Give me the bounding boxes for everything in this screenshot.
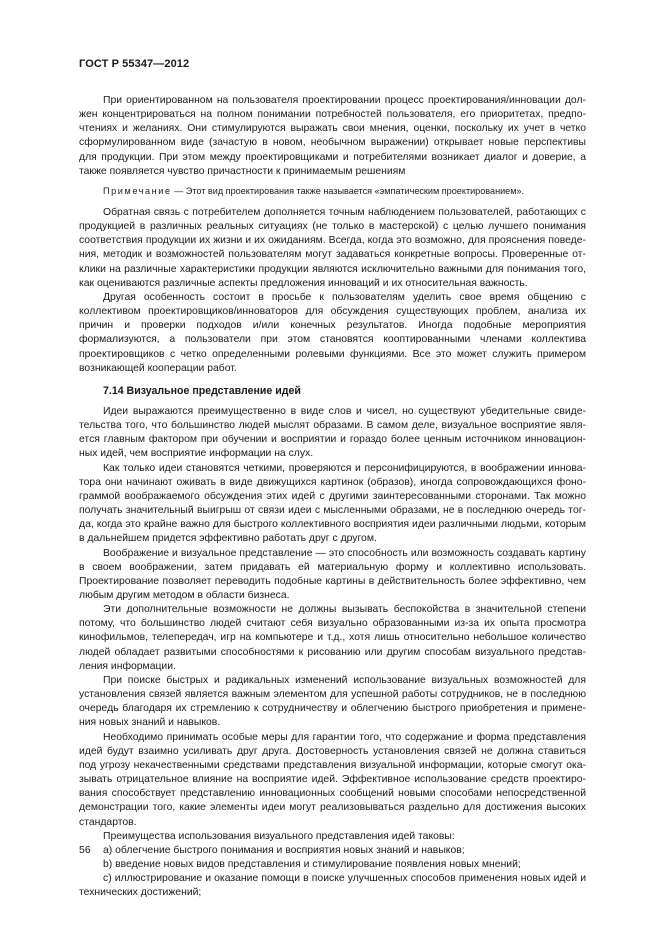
standard-header: ГОСТ Р 55347—2012 — [79, 58, 190, 70]
paragraph-radical-changes: При поиске быстрых и радикальных изменений использование визуальных возможностей для установления связей является важным элементом для успешной работы сотрудников, не в последнюю очередь благодаря их стремлению к сотрудничеству и облегчению быстрого приобретения и применения новых знаний и навыков. — [79, 674, 586, 729]
document-body — [79, 94, 586, 900]
paragraph-moving-pictures: Как только идеи становятся четкими, проверяются и персонифицируются, в воображении инноватора они начинают оживать в виде движущихся картинок (образов), иногда сопровождающихся фонограммой воображаемого обсуждения этих идей с другими заинтересованными сторонами. Так можно получать значительный выигрыш от связи идеи с мысленными образами, не в последнюю очередь тогда, когда это крайне важно для быстрого коллективного восприятия идеи различными людьми, которым в дальнейшем придется эффективно работать друг с другом. — [79, 462, 586, 545]
paragraph-feedback: Обратная связь с потребителем дополняется точным наблюдением пользователей, работающих с продукцией в различных реальных ситуациях (не только в мастерской) с целью лучшего понимания соответствия продукции их жизни и их ожиданиям. Всегда, когда это возможно, для прояснения поведения, методик и возможностей пользователям могут задаваться конкретные вопросы. Проверенные отклики на различные характеристики продукции являются исключительно важными для понимания того, как оцениваются различные аспекты предложения инноваций и их относительная важность. — [79, 206, 586, 289]
list-item-c: c) иллюстрирование и оказание помощи в поиске улучшенных способов применения новых идей и технических достижений; — [79, 873, 586, 899]
paragraph-ideas-images: Идеи выражаются преимущественно в виде слов и чисел, но существуют убедительные свидетельства того, что большинство людей мыслят образами. В самом деле, визуальное восприятие является главным фактором при обучении и восприятии и гораздо более ценным источником инновационных идей, чем восприятие информации на слух. — [79, 405, 586, 460]
section-heading: 7.14 Визуальное представление идей — [103, 384, 301, 397]
list-item-b: b) введение новых видов представления и стимулирование появления новых мнений; — [103, 858, 521, 870]
paragraph-imagination: Воображение и визуальное представление — это способность или возможность создавать картину в своем воображении, затем придавать ей материальную форму и коллективно использовать. Проектирование позволяет переводить подобные картины в действительность более эффективно, чем любым другим методом в области бизнеса. — [79, 547, 586, 601]
note-label: Примечание — [103, 185, 172, 196]
page-number: 56 — [79, 844, 91, 856]
paragraph-visual-literacy: Эти дополнительные возможности не должны вызывать беспокойства в значительной степени потому, что большинство людей считают себя визуально образованными из-за их опыта просмотра кинофильмов, телепередач, игр на компьютере и т.д., хотя лишь относительно небольшое количество людей обладает развитыми способностями к рисованию или другим способам визуального представления информации. — [79, 604, 586, 672]
paragraph-advantages-intro: Преимущества использования визуального представления идей таковы: — [103, 830, 455, 842]
list-item-a: a) облегчение быстрого понимания и восприятия новых знаний и навыков; — [103, 844, 465, 856]
note — [79, 185, 586, 198]
paragraph-special-measures: Необходимо принимать особые меры для гарантии того, что содержание и форма представления идей будут взаимно усиливать друг друга. Достоверность установления связей не должна ставиться под угрозу некачественными средствами представления визуальной информации, которые смогут оказывать отрицательное влияние на восприятие идей. Эффективное использование средств проектирования способствует представлению инновационных сообщений новыми способами непосредственной демонстрации того, какие элементы идеи могут реализовываться раздельно для достижения высоких стандартов. — [79, 731, 586, 828]
paragraph-cooperation: Другая особенность состоит в просьбе к пользователям уделить свое время общению с коллективом проектировщиков/инноваторов для обсуждения существующих проблем, анализа их причин и проверки подходов и/или конечных результатов. Иногда подобные мероприятия формализуются, а пользователи при этом становятся кооптированными членами коллектива проектировщиков с четко определенными ролевыми функциями. Все это может служить примером возникающей кооперации работ. — [79, 291, 586, 374]
paragraph-user-centered-design: При ориентированном на пользователя проектировании процесс проектирования/инновации должен концентрироваться на полном понимании потребностей пользователя, его приоритетах, предпочтениях и желаниях. Они стимулируются выражать свои мнения, оценки, поскольку их учет в четко сформулированном виде (зачастую в новом, необычном выражении) открывает новые перспективы для продукции. При этом между проектировщиками и потребителями возникает диалог и доверие, а также появляется чувство причастности к принимаемым решениям — [79, 95, 586, 177]
note-text: — Этот вид проектирования также называется «эмпатическим проектированием». — [171, 185, 525, 196]
